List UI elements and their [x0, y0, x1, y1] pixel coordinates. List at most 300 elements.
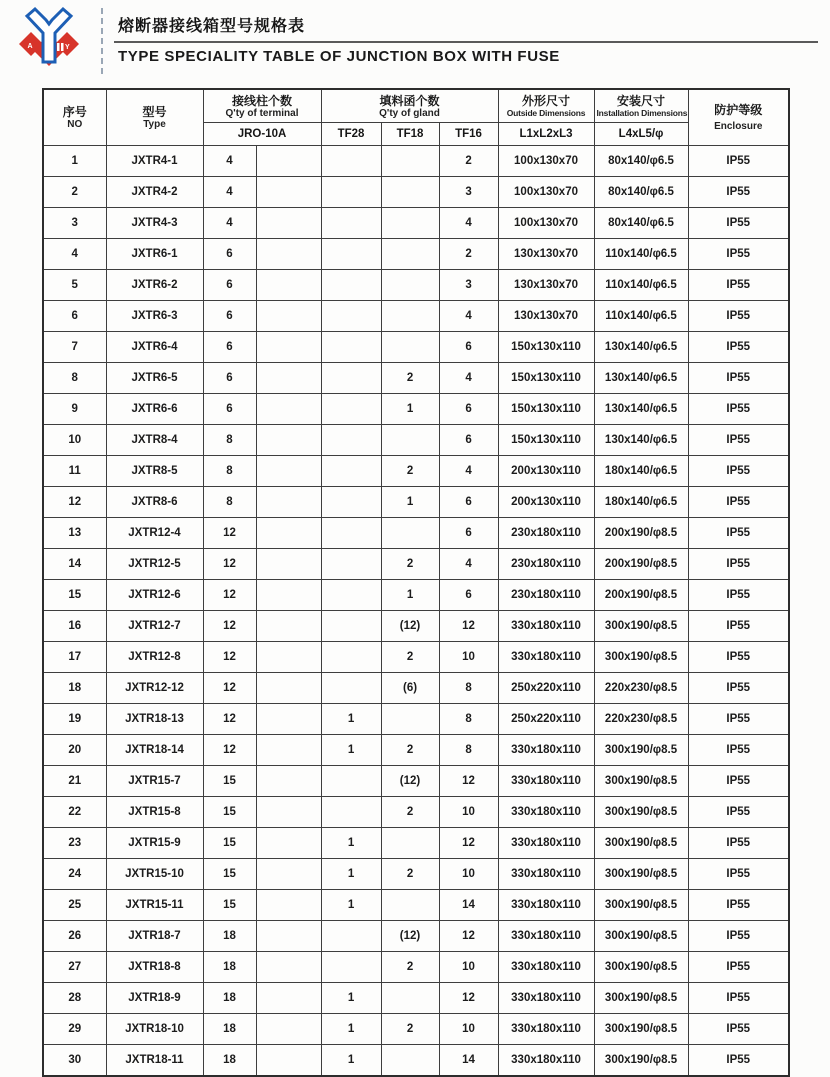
cell-terminal-spare: [256, 208, 321, 239]
cell-enclosure: IP55: [688, 983, 789, 1014]
cell-tf28: [321, 208, 381, 239]
cell-enclosure: IP55: [688, 890, 789, 921]
cell-tf18: [381, 239, 439, 270]
page-title-english: TYPE SPECIALITY TABLE OF JUNCTION BOX WITH FUSE: [118, 48, 560, 65]
col-header-no-en: NO: [67, 119, 83, 130]
cell-install-dim: 80x140/φ6.5: [594, 146, 688, 177]
cell-terminal-qty: 6: [203, 270, 256, 301]
table-row: [43, 425, 789, 456]
cell-outside-dim: 330x180x110: [498, 735, 594, 766]
cell-no: 16: [43, 611, 106, 642]
cell-outside-dim: 330x180x110: [498, 952, 594, 983]
cell-outside-dim: 150x130x110: [498, 394, 594, 425]
cell-type: JXTR18-13: [106, 704, 203, 735]
cell-tf18: (6): [381, 673, 439, 704]
cell-type: JXTR8-6: [106, 487, 203, 518]
col-header-install-cn: 安装尺寸: [617, 93, 666, 108]
cell-enclosure: IP55: [688, 642, 789, 673]
cell-enclosure: IP55: [688, 332, 789, 363]
cell-terminal-qty: 15: [203, 797, 256, 828]
cell-install-dim: 110x140/φ6.5: [594, 270, 688, 301]
cell-tf28: [321, 456, 381, 487]
spec-table: [42, 88, 790, 1077]
cell-install-dim: 130x140/φ6.5: [594, 425, 688, 456]
cell-tf18: (12): [381, 921, 439, 952]
cell-terminal-qty: 6: [203, 394, 256, 425]
cell-type: JXTR15-7: [106, 766, 203, 797]
cell-tf16: 4: [439, 456, 498, 487]
cell-type: JXTR6-1: [106, 239, 203, 270]
cell-install-dim: 300x190/φ8.5: [594, 1014, 688, 1045]
cell-tf28: [321, 673, 381, 704]
cell-terminal-qty: 12: [203, 673, 256, 704]
table-row: [43, 828, 789, 859]
cell-outside-dim: 330x180x110: [498, 859, 594, 890]
cell-tf16: 6: [439, 487, 498, 518]
cell-outside-dim: 130x130x70: [498, 301, 594, 332]
cell-outside-dim: 230x180x110: [498, 549, 594, 580]
cell-enclosure: IP55: [688, 921, 789, 952]
cell-install-dim: 110x140/φ6.5: [594, 239, 688, 270]
cell-terminal-qty: 4: [203, 177, 256, 208]
cell-enclosure: IP55: [688, 518, 789, 549]
cell-type: JXTR15-10: [106, 859, 203, 890]
spec-table-body: [43, 146, 789, 1077]
cell-enclosure: IP55: [688, 177, 789, 208]
cell-outside-dim: 200x130x110: [498, 487, 594, 518]
cell-terminal-qty: 18: [203, 921, 256, 952]
header-row-1: [43, 89, 789, 123]
cell-enclosure: IP55: [688, 301, 789, 332]
col-header-enclosure: [688, 89, 789, 146]
table-row: [43, 766, 789, 797]
cell-no: 20: [43, 735, 106, 766]
col-header-terminal-cn: 接线柱个数: [232, 93, 293, 108]
cell-terminal-spare: [256, 456, 321, 487]
cell-tf16: 2: [439, 146, 498, 177]
cell-type: JXTR4-2: [106, 177, 203, 208]
cell-no: 14: [43, 549, 106, 580]
cell-no: 6: [43, 301, 106, 332]
cell-terminal-qty: 12: [203, 735, 256, 766]
table-row: [43, 332, 789, 363]
cell-tf28: [321, 797, 381, 828]
cell-enclosure: IP55: [688, 425, 789, 456]
table-row: [43, 301, 789, 332]
cell-tf16: 3: [439, 177, 498, 208]
cell-enclosure: IP55: [688, 487, 789, 518]
cell-tf28: [321, 363, 381, 394]
cell-no: 26: [43, 921, 106, 952]
col-header-outside-en: Outside Dimensions: [506, 107, 586, 118]
cell-tf18: [381, 704, 439, 735]
cell-outside-dim: 330x180x110: [498, 1014, 594, 1045]
table-row: [43, 456, 789, 487]
table-row: [43, 239, 789, 270]
cell-tf18: 2: [381, 549, 439, 580]
table-row: [43, 952, 789, 983]
cell-no: 18: [43, 673, 106, 704]
svg-text:Y: Y: [65, 44, 70, 51]
cell-tf18: 1: [381, 394, 439, 425]
cell-terminal-qty: 15: [203, 828, 256, 859]
table-row: [43, 642, 789, 673]
cell-terminal-spare: [256, 394, 321, 425]
cell-tf18: [381, 983, 439, 1014]
cell-no: 7: [43, 332, 106, 363]
table-row: [43, 611, 789, 642]
cell-terminal-spare: [256, 859, 321, 890]
cell-terminal-spare: [256, 611, 321, 642]
cell-terminal-spare: [256, 177, 321, 208]
cell-tf18: [381, 1045, 439, 1077]
col-header-gland: [321, 89, 498, 123]
cell-tf28: [321, 146, 381, 177]
cell-terminal-qty: 15: [203, 766, 256, 797]
cell-terminal-qty: 15: [203, 859, 256, 890]
cell-no: 17: [43, 642, 106, 673]
cell-outside-dim: 150x130x110: [498, 363, 594, 394]
cell-outside-dim: 330x180x110: [498, 921, 594, 952]
cell-terminal-qty: 12: [203, 611, 256, 642]
cell-install-dim: 80x140/φ6.5: [594, 208, 688, 239]
cell-install-dim: 180x140/φ6.5: [594, 456, 688, 487]
cell-tf16: 10: [439, 642, 498, 673]
cell-outside-dim: 100x130x70: [498, 208, 594, 239]
table-row: [43, 518, 789, 549]
cell-terminal-spare: [256, 425, 321, 456]
cell-type: JXTR15-8: [106, 797, 203, 828]
table-row: [43, 704, 789, 735]
cell-tf28: [321, 952, 381, 983]
cell-terminal-spare: [256, 983, 321, 1014]
cell-tf18: 2: [381, 952, 439, 983]
cell-type: JXTR6-6: [106, 394, 203, 425]
cell-tf16: 12: [439, 766, 498, 797]
cell-terminal-spare: [256, 704, 321, 735]
cell-terminal-spare: [256, 518, 321, 549]
subheader-tf16: TF16: [439, 123, 498, 146]
cell-tf16: 10: [439, 797, 498, 828]
col-header-type-cn: 型号: [142, 105, 167, 119]
cell-tf28: [321, 642, 381, 673]
cell-terminal-spare: [256, 797, 321, 828]
cell-tf16: 4: [439, 301, 498, 332]
header-divider: [101, 8, 103, 74]
cell-enclosure: IP55: [688, 456, 789, 487]
cell-install-dim: 130x140/φ6.5: [594, 332, 688, 363]
cell-outside-dim: 330x180x110: [498, 983, 594, 1014]
cell-tf18: [381, 518, 439, 549]
cell-enclosure: IP55: [688, 1045, 789, 1077]
cell-tf18: 2: [381, 1014, 439, 1045]
cell-terminal-qty: 15: [203, 890, 256, 921]
cell-no: 21: [43, 766, 106, 797]
cell-tf16: 10: [439, 859, 498, 890]
cell-tf16: 6: [439, 580, 498, 611]
subheader-l1l2l3: L1xL2xL3: [498, 123, 594, 146]
cell-type: JXTR4-3: [106, 208, 203, 239]
table-row: [43, 177, 789, 208]
cell-no: 22: [43, 797, 106, 828]
cell-terminal-qty: 6: [203, 363, 256, 394]
cell-install-dim: 300x190/φ8.5: [594, 642, 688, 673]
cell-outside-dim: 330x180x110: [498, 890, 594, 921]
col-header-no-cn: 序号: [62, 105, 87, 119]
cell-tf28: 1: [321, 828, 381, 859]
table-row: [43, 859, 789, 890]
cell-type: JXTR12-5: [106, 549, 203, 580]
cell-tf18: [381, 301, 439, 332]
cell-outside-dim: 230x180x110: [498, 518, 594, 549]
cell-terminal-spare: [256, 735, 321, 766]
cell-no: 11: [43, 456, 106, 487]
cell-terminal-qty: 12: [203, 580, 256, 611]
cell-no: 9: [43, 394, 106, 425]
cell-tf28: [321, 332, 381, 363]
cell-type: JXTR18-7: [106, 921, 203, 952]
cell-tf16: 14: [439, 1045, 498, 1077]
cell-tf28: [321, 177, 381, 208]
cell-no: 23: [43, 828, 106, 859]
cell-type: JXTR18-10: [106, 1014, 203, 1045]
page-header: [0, 0, 830, 86]
cell-tf28: 1: [321, 983, 381, 1014]
table-row: [43, 363, 789, 394]
cell-type: JXTR8-5: [106, 456, 203, 487]
cell-enclosure: IP55: [688, 952, 789, 983]
cell-outside-dim: 330x180x110: [498, 797, 594, 828]
table-row: [43, 487, 789, 518]
cell-install-dim: 80x140/φ6.5: [594, 177, 688, 208]
cell-install-dim: 300x190/φ8.5: [594, 828, 688, 859]
cell-install-dim: 300x190/φ8.5: [594, 735, 688, 766]
cell-type: JXTR18-11: [106, 1045, 203, 1077]
cell-terminal-spare: [256, 363, 321, 394]
cell-outside-dim: 330x180x110: [498, 828, 594, 859]
cell-tf28: [321, 611, 381, 642]
cell-outside-dim: 100x130x70: [498, 177, 594, 208]
cell-outside-dim: 130x130x70: [498, 270, 594, 301]
table-row: [43, 580, 789, 611]
cell-tf18: 2: [381, 735, 439, 766]
col-header-terminal: [203, 89, 321, 123]
cell-no: 28: [43, 983, 106, 1014]
cell-tf28: [321, 921, 381, 952]
cell-terminal-spare: [256, 301, 321, 332]
cell-terminal-spare: [256, 1045, 321, 1077]
cell-enclosure: IP55: [688, 673, 789, 704]
cell-type: JXTR12-7: [106, 611, 203, 642]
cell-outside-dim: 230x180x110: [498, 580, 594, 611]
cell-install-dim: 300x190/φ8.5: [594, 983, 688, 1014]
cell-tf28: [321, 425, 381, 456]
cell-tf18: 2: [381, 456, 439, 487]
cell-terminal-qty: 8: [203, 425, 256, 456]
cell-no: 4: [43, 239, 106, 270]
cell-enclosure: IP55: [688, 1014, 789, 1045]
cell-terminal-spare: [256, 487, 321, 518]
cell-terminal-qty: 18: [203, 1014, 256, 1045]
col-header-outside-cn: 外形尺寸: [522, 93, 571, 108]
cell-tf18: [381, 425, 439, 456]
cell-terminal-qty: 4: [203, 146, 256, 177]
cell-terminal-spare: [256, 921, 321, 952]
cell-terminal-qty: 12: [203, 704, 256, 735]
cell-tf16: 6: [439, 394, 498, 425]
table-row: [43, 983, 789, 1014]
cell-tf28: 1: [321, 859, 381, 890]
cell-no: 19: [43, 704, 106, 735]
cell-no: 12: [43, 487, 106, 518]
cell-outside-dim: 130x130x70: [498, 239, 594, 270]
cell-type: JXTR6-4: [106, 332, 203, 363]
cell-install-dim: 300x190/φ8.5: [594, 611, 688, 642]
cell-type: JXTR6-2: [106, 270, 203, 301]
cell-type: JXTR15-9: [106, 828, 203, 859]
col-header-outside: [498, 89, 594, 123]
cell-no: 5: [43, 270, 106, 301]
cell-outside-dim: 330x180x110: [498, 766, 594, 797]
table-row: [43, 549, 789, 580]
cell-tf16: 6: [439, 332, 498, 363]
cell-tf18: 2: [381, 797, 439, 828]
cell-tf16: 2: [439, 239, 498, 270]
cell-tf16: 4: [439, 208, 498, 239]
cell-type: JXTR18-8: [106, 952, 203, 983]
cell-install-dim: 200x190/φ8.5: [594, 549, 688, 580]
page-title-chinese: 熔断器接线箱型号规格表: [118, 18, 306, 35]
cell-enclosure: IP55: [688, 766, 789, 797]
cell-terminal-qty: 18: [203, 952, 256, 983]
cell-no: 27: [43, 952, 106, 983]
cell-tf28: 1: [321, 735, 381, 766]
cell-terminal-spare: [256, 673, 321, 704]
cell-tf18: [381, 332, 439, 363]
cell-tf28: [321, 766, 381, 797]
cell-terminal-qty: 6: [203, 332, 256, 363]
cell-tf18: [381, 890, 439, 921]
cell-install-dim: 220x230/φ8.5: [594, 673, 688, 704]
cell-terminal-qty: 8: [203, 487, 256, 518]
cell-outside-dim: 330x180x110: [498, 1045, 594, 1077]
cell-install-dim: 300x190/φ8.5: [594, 1045, 688, 1077]
svg-text:A: A: [27, 43, 33, 50]
col-header-terminal-en: Q'ty of terminal: [225, 107, 299, 119]
col-header-install: [594, 89, 688, 123]
cell-type: JXTR12-8: [106, 642, 203, 673]
table-row: [43, 890, 789, 921]
cell-type: JXTR8-4: [106, 425, 203, 456]
cell-no: 25: [43, 890, 106, 921]
cell-terminal-spare: [256, 580, 321, 611]
cell-terminal-qty: 8: [203, 456, 256, 487]
cell-terminal-spare: [256, 952, 321, 983]
cell-enclosure: IP55: [688, 611, 789, 642]
table-row: [43, 921, 789, 952]
cell-install-dim: 300x190/φ8.5: [594, 797, 688, 828]
cell-tf28: [321, 394, 381, 425]
col-header-type: [106, 89, 203, 146]
table-row: [43, 208, 789, 239]
col-header-gland-cn: 填料函个数: [379, 93, 440, 108]
subheader-tf18: TF18: [381, 123, 439, 146]
subheader-tf28: TF28: [321, 123, 381, 146]
table-row: [43, 1045, 789, 1077]
cell-enclosure: IP55: [688, 797, 789, 828]
cell-terminal-qty: 12: [203, 518, 256, 549]
cell-tf18: 1: [381, 487, 439, 518]
cell-tf16: 12: [439, 828, 498, 859]
cell-install-dim: 300x190/φ8.5: [594, 952, 688, 983]
cell-tf16: 6: [439, 425, 498, 456]
cell-outside-dim: 330x180x110: [498, 642, 594, 673]
cell-terminal-spare: [256, 270, 321, 301]
cell-no: 13: [43, 518, 106, 549]
col-header-no: [43, 89, 106, 146]
col-header-type-en: Type: [143, 119, 166, 130]
cell-terminal-spare: [256, 642, 321, 673]
cell-type: JXTR18-14: [106, 735, 203, 766]
cell-tf18: 2: [381, 859, 439, 890]
cell-enclosure: IP55: [688, 146, 789, 177]
cell-tf28: [321, 270, 381, 301]
cell-outside-dim: 150x130x110: [498, 425, 594, 456]
cell-tf18: 2: [381, 363, 439, 394]
cell-terminal-spare: [256, 890, 321, 921]
cell-enclosure: IP55: [688, 735, 789, 766]
cell-install-dim: 220x230/φ8.5: [594, 704, 688, 735]
cell-install-dim: 300x190/φ8.5: [594, 921, 688, 952]
cell-tf28: [321, 518, 381, 549]
cell-install-dim: 300x190/φ8.5: [594, 890, 688, 921]
cell-tf18: [381, 270, 439, 301]
cell-enclosure: IP55: [688, 859, 789, 890]
cell-tf28: [321, 549, 381, 580]
cell-no: 24: [43, 859, 106, 890]
cell-type: JXTR12-4: [106, 518, 203, 549]
cell-type: JXTR15-11: [106, 890, 203, 921]
cell-terminal-spare: [256, 239, 321, 270]
cell-outside-dim: 250x220x110: [498, 673, 594, 704]
cell-enclosure: IP55: [688, 270, 789, 301]
cell-tf18: 1: [381, 580, 439, 611]
cell-tf28: [321, 580, 381, 611]
cell-no: 30: [43, 1045, 106, 1077]
cell-tf16: 3: [439, 270, 498, 301]
cell-type: JXTR12-12: [106, 673, 203, 704]
table-row: [43, 797, 789, 828]
cell-tf28: 1: [321, 1014, 381, 1045]
cell-type: JXTR6-5: [106, 363, 203, 394]
cell-outside-dim: 250x220x110: [498, 704, 594, 735]
cell-tf28: 1: [321, 704, 381, 735]
cell-terminal-qty: 4: [203, 208, 256, 239]
table-row: [43, 146, 789, 177]
cell-tf16: 10: [439, 1014, 498, 1045]
cell-outside-dim: 200x130x110: [498, 456, 594, 487]
cell-type: JXTR12-6: [106, 580, 203, 611]
cell-no: 8: [43, 363, 106, 394]
cell-tf18: (12): [381, 611, 439, 642]
title-rule: [114, 41, 818, 43]
col-header-enclosure-en: Enclosure: [714, 121, 763, 132]
cell-tf16: 8: [439, 735, 498, 766]
cell-enclosure: IP55: [688, 208, 789, 239]
cell-tf16: 6: [439, 518, 498, 549]
cell-outside-dim: 150x130x110: [498, 332, 594, 363]
cell-tf18: [381, 828, 439, 859]
